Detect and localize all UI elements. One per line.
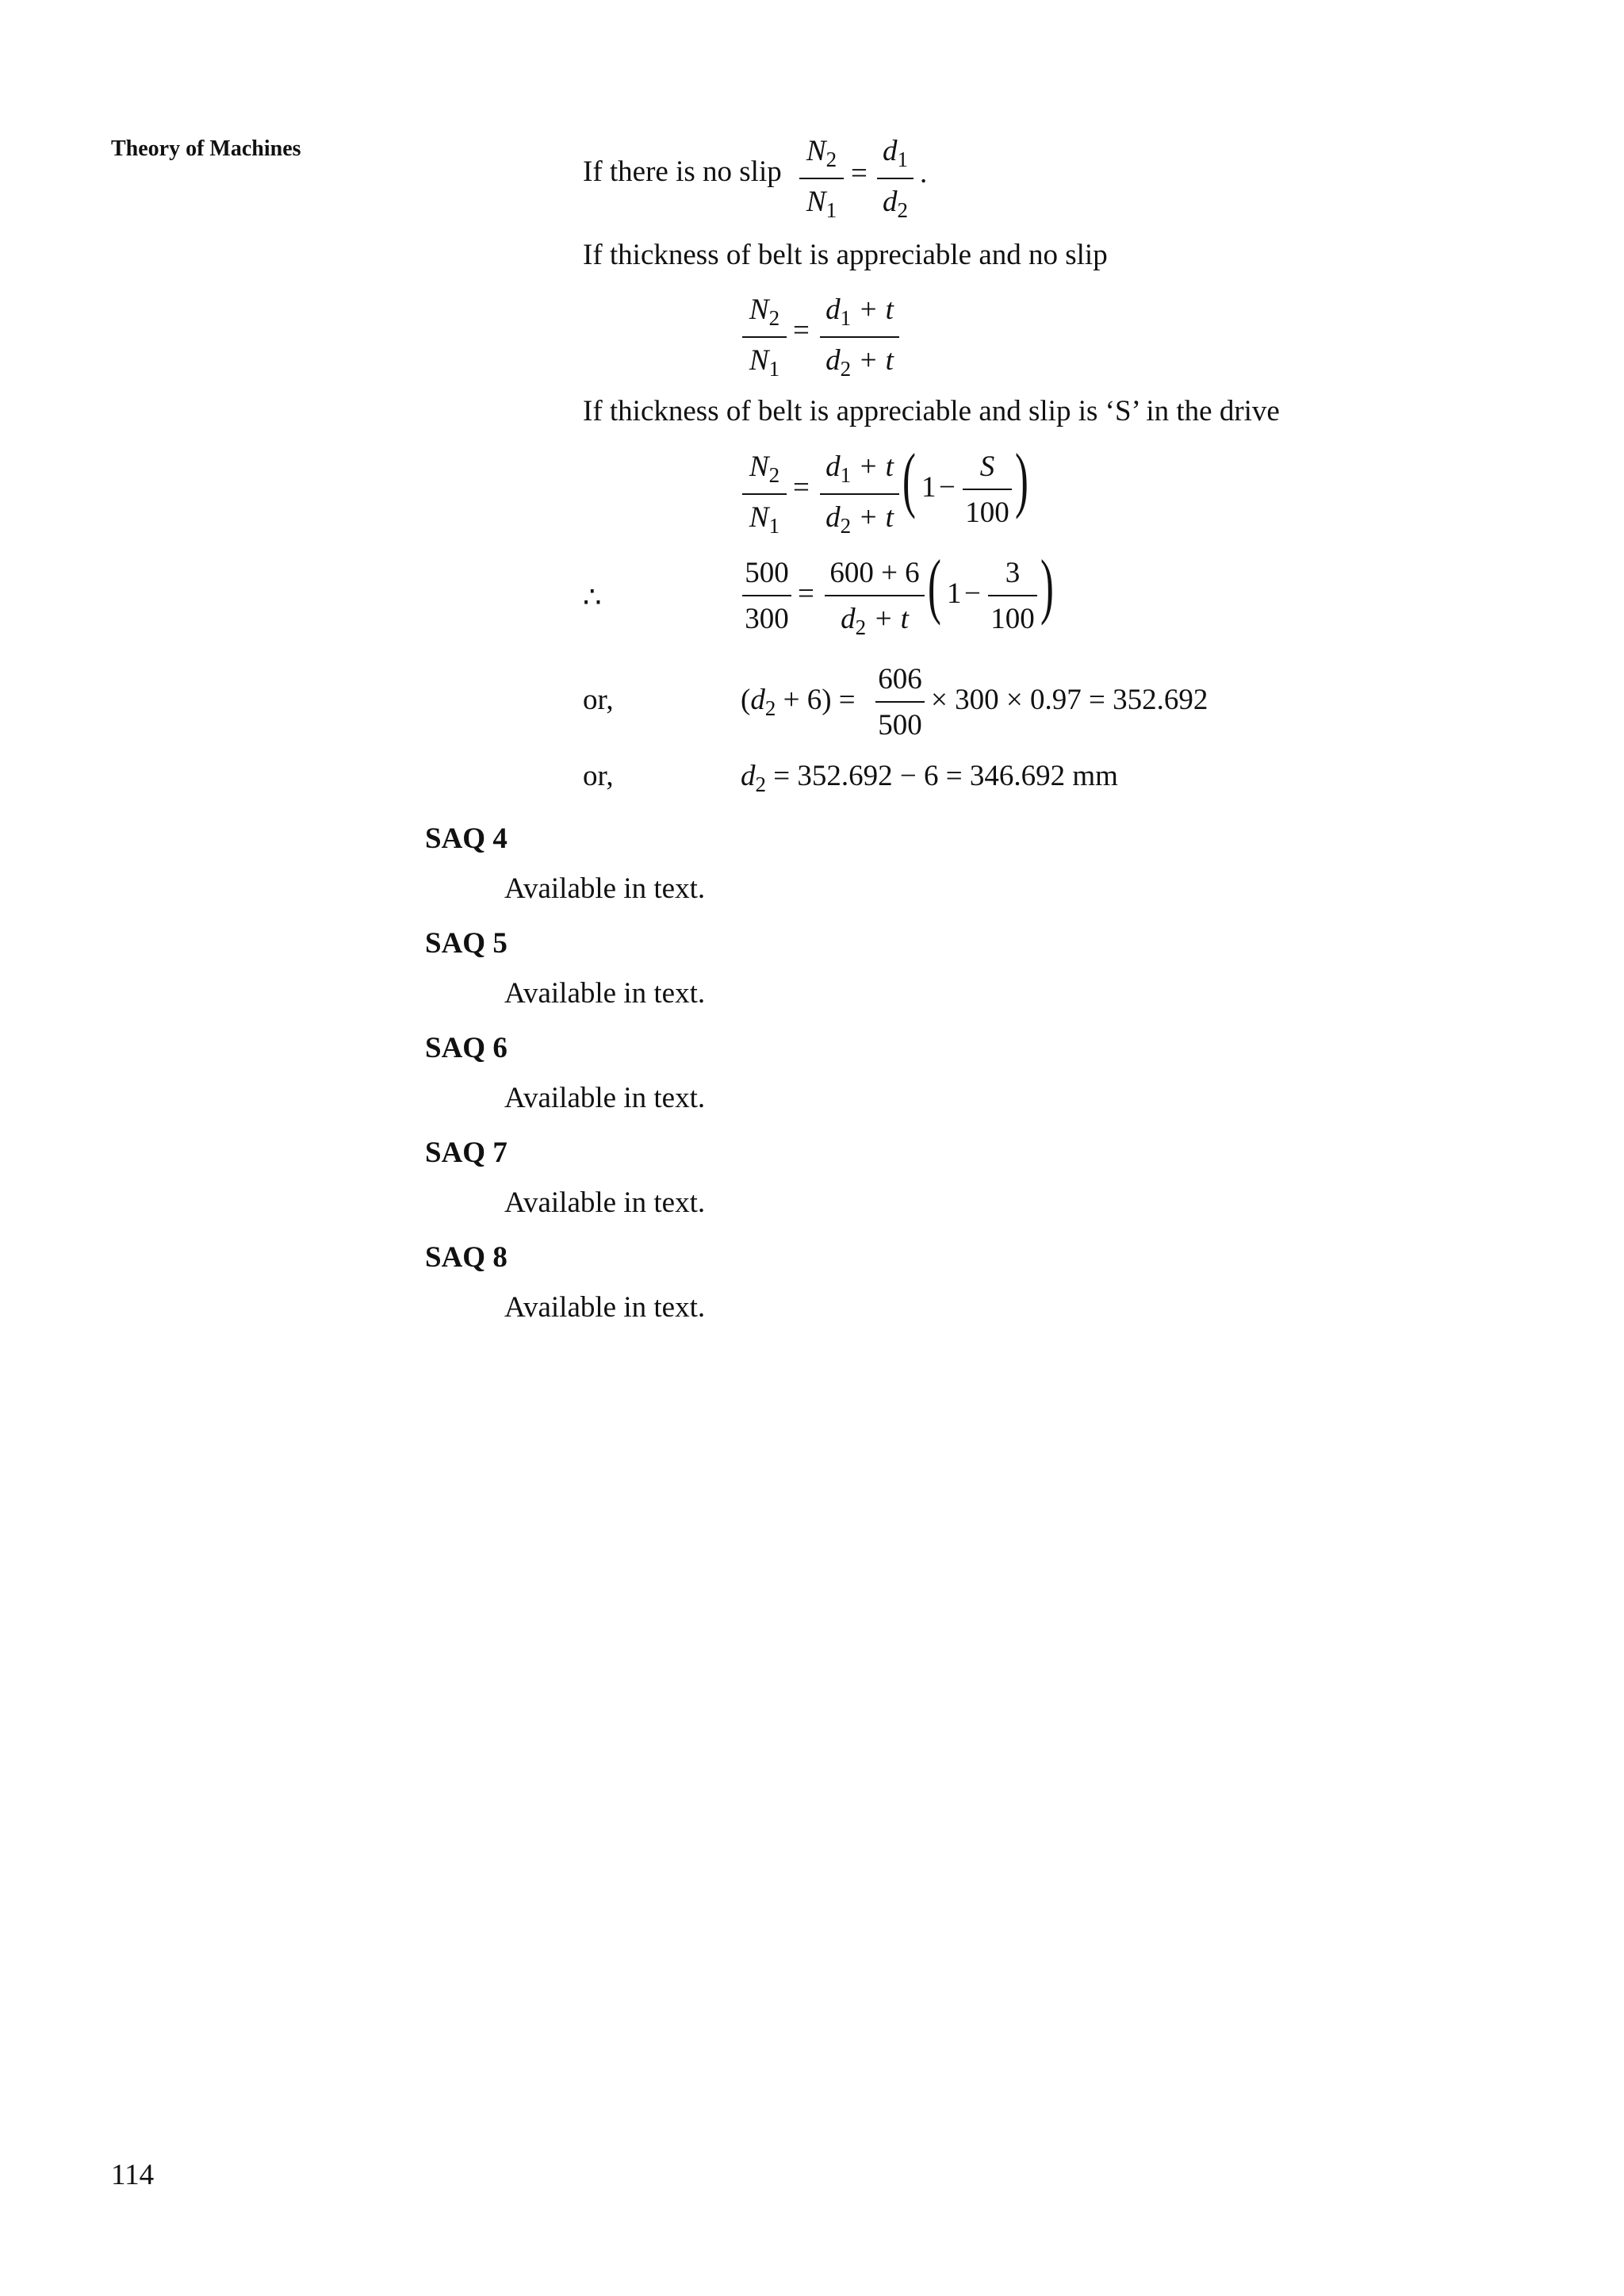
expr-d2-plus-6: $(d_2 + 6)$ = [741, 684, 856, 720]
saq-answer: Available in text. [504, 1186, 706, 1219]
fraction-d1t-d2t-b: $d_1 + t$ $d_2 + t$ [820, 452, 899, 537]
fraction-d1-d2: $d_1$ $d_2$ [877, 136, 914, 221]
fraction-d1t-d2t: $d_1 + t$ $d_2 + t$ [820, 295, 899, 380]
fraction-606-500: 606 500 [875, 665, 925, 740]
equals-sign: = [793, 471, 810, 504]
one: 1 [947, 577, 962, 610]
fraction-3-100: 3 100 [988, 558, 1037, 634]
saq-answer: Available in text. [504, 977, 706, 1010]
saq-heading: SAQ 5 [425, 927, 508, 960]
saq-answer: Available in text. [504, 1291, 706, 1324]
running-header: Theory of Machines [111, 136, 301, 161]
left-paren: ( [902, 439, 916, 519]
fraction-500-300: 500 300 [742, 558, 791, 634]
left-paren: ( [928, 545, 941, 626]
saq-heading: SAQ 8 [425, 1241, 508, 1274]
fraction-n2-n1-c: $N_2$ $N_1$ [742, 452, 787, 537]
fraction-n2-n1: $N_2$ $N_1$ [799, 136, 844, 221]
expr-d2-result: $d_2 = 352.692 - 6 = 346.692$ mm [741, 760, 1118, 796]
right-paren: ) [1015, 439, 1028, 519]
therefore-symbol: ∴ [583, 581, 602, 614]
expr-product: × 300 × 0.97 = 352.692 [931, 684, 1208, 716]
text-thickness-slip: If thickness of belt is appreciable and slip is ‘S’ in the drive [583, 395, 1280, 427]
equals-sign: = [798, 577, 814, 610]
one: 1 [921, 471, 936, 504]
saq-answer: Available in text. [504, 1082, 706, 1114]
equals-sign: = [793, 314, 810, 347]
fraction-606-d2t: 600 + 6 $d_2 + t$ [825, 558, 925, 638]
saq-heading: SAQ 7 [425, 1137, 508, 1169]
page-number: 114 [111, 2159, 155, 2191]
saq-answer: Available in text. [504, 872, 706, 905]
saq-heading: SAQ 6 [425, 1032, 508, 1064]
text-or: or, [583, 760, 614, 792]
text-thickness-no-slip: If thickness of belt is appreciable and no slip [583, 239, 1108, 271]
text-or: or, [583, 684, 614, 716]
fraction-s-100: S 100 [963, 452, 1012, 527]
minus-sign: − [939, 471, 956, 504]
fraction-n2-n1-b: $N_2$ $N_1$ [742, 295, 787, 380]
equals-sign: = [851, 157, 868, 190]
right-paren: ) [1040, 545, 1054, 626]
text-no-slip: If there is no slip [583, 155, 782, 188]
minus-sign: − [964, 577, 981, 610]
saq-heading: SAQ 4 [425, 822, 508, 855]
period: . [920, 157, 928, 190]
